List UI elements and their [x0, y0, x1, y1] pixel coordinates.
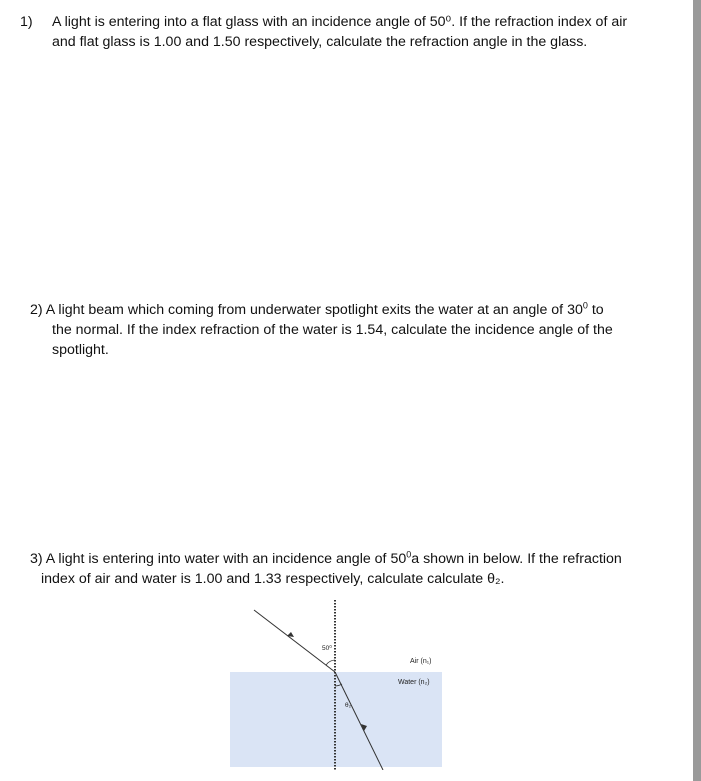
- question-2-line1-end: to: [587, 302, 604, 318]
- incidence-arc: [326, 660, 335, 665]
- question-3-number: 3): [30, 551, 43, 567]
- refraction-diagram: [230, 598, 444, 770]
- water-label: Water (n₂): [398, 679, 430, 686]
- question-3-rest: index of air and water is 1.00 and 1.33 respectively, calculate calculate θ₂.: [41, 571, 505, 587]
- question-3-line1-end: a shown in below. If the refraction: [411, 551, 622, 567]
- incidence-angle-label: 50⁰: [322, 645, 332, 652]
- refraction-angle-label: θ₂: [345, 702, 352, 709]
- air-label: Air (n₁): [410, 658, 432, 665]
- question-2-rest: the normal. If the index refraction of the water is 1.54, calculate the incidence angle of the spotlight.: [52, 322, 613, 358]
- question-1-text: A light is entering into a flat glass with an incidence angle of 50⁰. If the refraction index of air and flat glass is 1.00 and 1.50 respectively, calculate the refraction angle in the glass.: [52, 14, 628, 50]
- question-3-line1: A light is entering into water with an incidence angle of 50: [45, 551, 407, 567]
- incident-ray: [254, 610, 335, 672]
- degree-mark: 0: [406, 549, 412, 560]
- refracted-ray: [335, 672, 383, 770]
- scrollbar[interactable]: [693, 0, 701, 781]
- question-3: [30, 549, 650, 589]
- question-2-line1: A light beam which coming from underwater spotlight exits the water at an angle of 30: [45, 302, 583, 318]
- question-2-number: 2): [30, 302, 43, 318]
- question-2: [30, 300, 645, 360]
- question-1-number: 1): [20, 14, 33, 30]
- degree-mark: 0: [582, 300, 588, 311]
- refraction-arc: [335, 684, 342, 686]
